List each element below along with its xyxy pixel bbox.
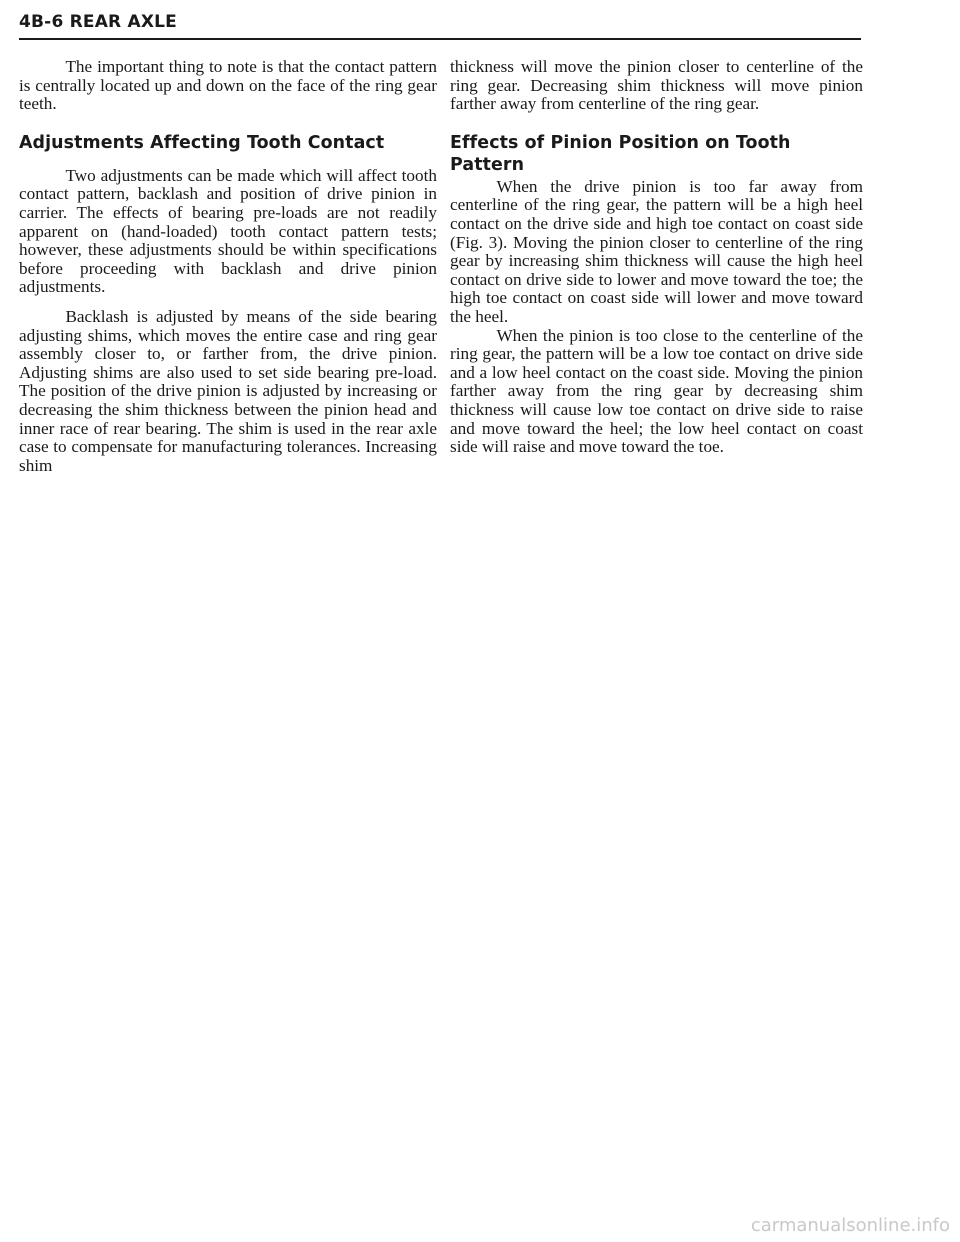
right-column: [450, 58, 863, 457]
page-title: 4B-6 REAR AXLE: [19, 12, 177, 32]
two-adjustments-paragraph: Two adjustments can be made which will affect tooth contact pattern, backlash and position of drive pinion in carrier. The effects of bearing pre-loads are not readily apparent on (hand-loaded) tooth contact pattern tests; however, these adjustments should be within specifications before proceeding with backlash and drive pinion adjustments.: [19, 165, 437, 297]
site-watermark: carmanualsonline.info: [750, 1215, 950, 1236]
pinion-too-close-paragraph: When the pinion is too close to the centerline of the ring gear, the pattern will be a low toe contact on drive side and a low heel contact on the coast side. Moving the pinion farther away from the ring gear by decreasing shim thickness will cause low toe contact on drive side to raise and move toward the heel; the low heel contact on coast side will raise and move toward the toe.: [450, 325, 863, 457]
heading-effects-of-pinion-position: Effects of Pinion Position on Tooth Pattern: [450, 132, 791, 175]
pinion-too-far-paragraph: When the drive pinion is too far away from centerline of the ring gear, the pattern will be a high heel contact on the drive side and high toe contact on coast side (Fig. 3). Moving the pinion closer to centerline of the ring gear by increasing shim thickness will cause the high heel contact on drive side to lower and move toward the toe; the high toe contact on coast side will lower and move toward the heel.: [450, 176, 863, 326]
left-column: [19, 58, 437, 475]
page-header: [19, 10, 861, 40]
intro-paragraph: The important thing to note is that the contact pattern is centrally located up and down on the face of the ring gear teeth.: [19, 57, 437, 114]
heading-adjustments-affecting-tooth-contact: Adjustments Affecting Tooth Contact: [19, 132, 385, 153]
backlash-paragraph: Backlash is adjusted by means of the side bearing adjusting shims, which moves the entire case and ring gear assembly closer to, or farther from, the drive pinion. Adjusting shims are also used to set side bearing pre-load. The position of the drive pinion is adjusted by increasing or decreasing the shim thickness between the pinion head and inner race of rear bearing. The shim is used in the rear axle case to compensate for manufacturing tolerances. Increasing shim: [19, 306, 437, 475]
continued-paragraph: thickness will move the pinion closer to centerline of the ring gear. Decreasing shim thickness will move pinion farther away from centerline of the ring gear.: [450, 57, 863, 114]
